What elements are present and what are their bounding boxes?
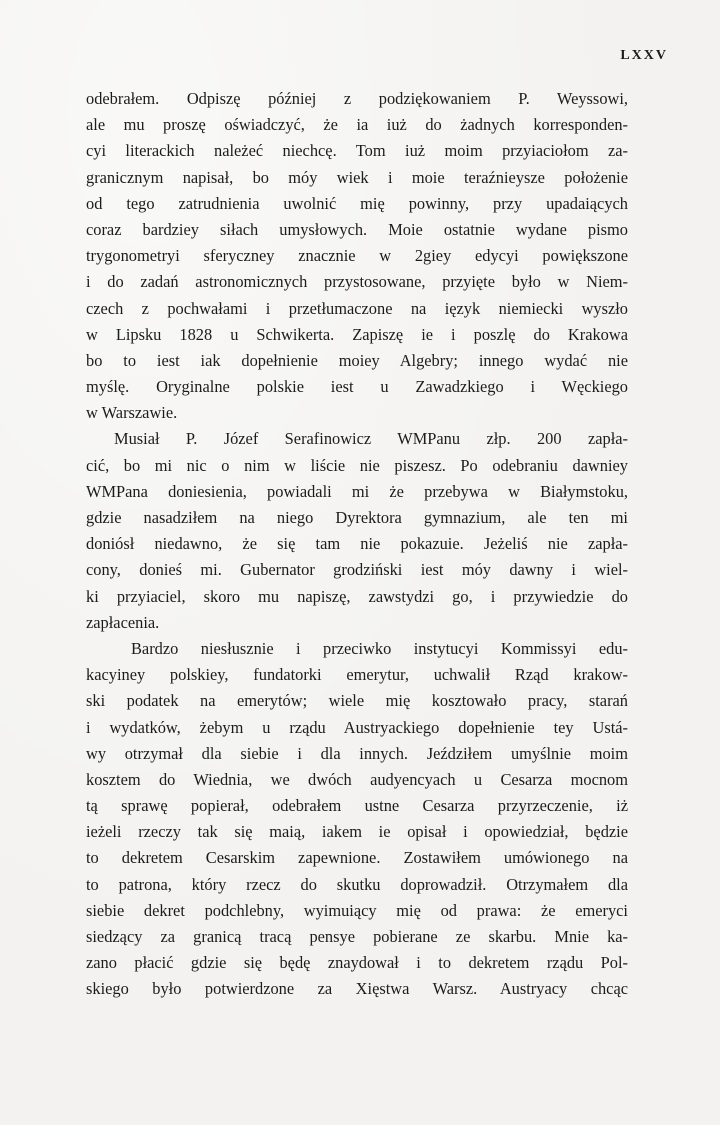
text-line: ale mu proszę oświadczyć, że ia iuż do żadnych korresponden- <box>86 115 628 135</box>
text-line: WMPana doniesienia, powiadali mi że przebywa w Białymstoku, <box>86 481 628 501</box>
text-line: i do zadań astronomicznych przystosowane, przyięte było w Niem- <box>86 272 628 292</box>
page-number: LXXV <box>620 48 668 63</box>
text-line: tą sprawę popierał, odebrałem ustne Cesarza przyrzeczenie, iż <box>86 796 628 816</box>
text-line: gdzie nasadziłem na niego Dyrektora gymnazium, ale ten mi <box>86 508 628 527</box>
text-line: doniósł niedawno, że się tam nie pokazuie. Jeżeliś nie zapła- <box>86 534 628 554</box>
text-line: w Warszawie. <box>86 403 178 423</box>
text-line: cony, donieś mi. Gubernator grodziński iest móy dawny i wiel- <box>86 560 628 580</box>
text-line: ieżeli rzeczy tak się maią, iakem ie opisał i opowiedział, będzie <box>86 822 628 842</box>
text-line: zapłacenia. <box>86 612 160 632</box>
text-line: to patrona, który rzecz do skutku doprowadził. Otrzymałem dla <box>86 874 628 894</box>
text-line: cyi literackich należeć niechcę. Tom iuż moim przyiaciołom za- <box>86 141 628 161</box>
text-line: kosztem do Wiednia, we dwóch audyencyach u Cesarza mocnom <box>86 769 628 789</box>
text-line: ki przyiaciel, skoro mu napiszę, zawstydzi go, i przywiedzie do <box>86 586 628 606</box>
text-line: Bardzo niesłusznie i przeciwko instytucyi Kommissyi edu- <box>131 638 628 658</box>
text-line: bo to iest iak dopełnienie moiey Algebry; innego wydać nie <box>86 350 628 370</box>
text-line: trygonometryi sferyczney znacznie w 2giey edycyi powiększone <box>86 246 628 266</box>
text-line: czech z pochwałami i przetłumaczone na ięzyk niemiecki wyszło <box>86 298 628 318</box>
text-line: to dekretem Cesarskim zapewnione. Zostawiłem umówionego na <box>86 848 628 868</box>
text-line: Musiał P. Józef Serafinowicz WMPanu złp. 200 zapła- <box>114 429 628 449</box>
text-line: od tego zatrudnienia uwolnić mię powinny, przy upadaiących <box>86 193 628 213</box>
text-line: coraz bardziey siłach umysłowych. Moie ostatnie wydane pismo <box>86 219 628 239</box>
text-line: siedzący za granicą tracą pensye pobierane ze skarbu. Mnie ka- <box>86 927 628 946</box>
text-line: cić, bo mi nic o nim w liście nie piszesz. Po odebraniu dawniey <box>86 455 628 475</box>
text-line: siebie dekret podchlebny, wyimuiący mię od prawa: że emeryci <box>86 900 628 920</box>
text-line: myślę. Oryginalne polskie iest u Zawadzkiego i Węckiego <box>86 377 628 397</box>
text-line: odebrałem. Odpiszę później z podziękowaniem P. Weyssowi, <box>86 89 628 108</box>
text-line: granicznym napisał, bo móy wiek i moie teraźnieysze położenie <box>86 167 628 187</box>
text-line: w Lipsku 1828 u Schwikerta. Zapiszę ie i poszlę do Krakowa <box>86 324 628 344</box>
body-text <box>86 86 628 1003</box>
text-line: skiego było potwierdzone za Xięstwa Warsz. Austryacy chcąc <box>86 979 628 999</box>
text-line: kacyiney polskiey, fundatorki emerytur, uchwalił Rząd krakow- <box>86 665 628 685</box>
text-line: zano płacić gdzie się będę znaydował i to dekretem rządu Pol- <box>86 953 628 973</box>
text-line: ski podatek na emerytów; wiele mię kosztowało pracy, starań <box>86 691 628 711</box>
text-line: wy otrzymał dla siebie i dla innych. Jeździłem umyślnie moim <box>86 743 628 763</box>
text-line: i wydatków, żebym u rządu Austryackiego dopełnienie tey Ustá- <box>86 717 628 737</box>
